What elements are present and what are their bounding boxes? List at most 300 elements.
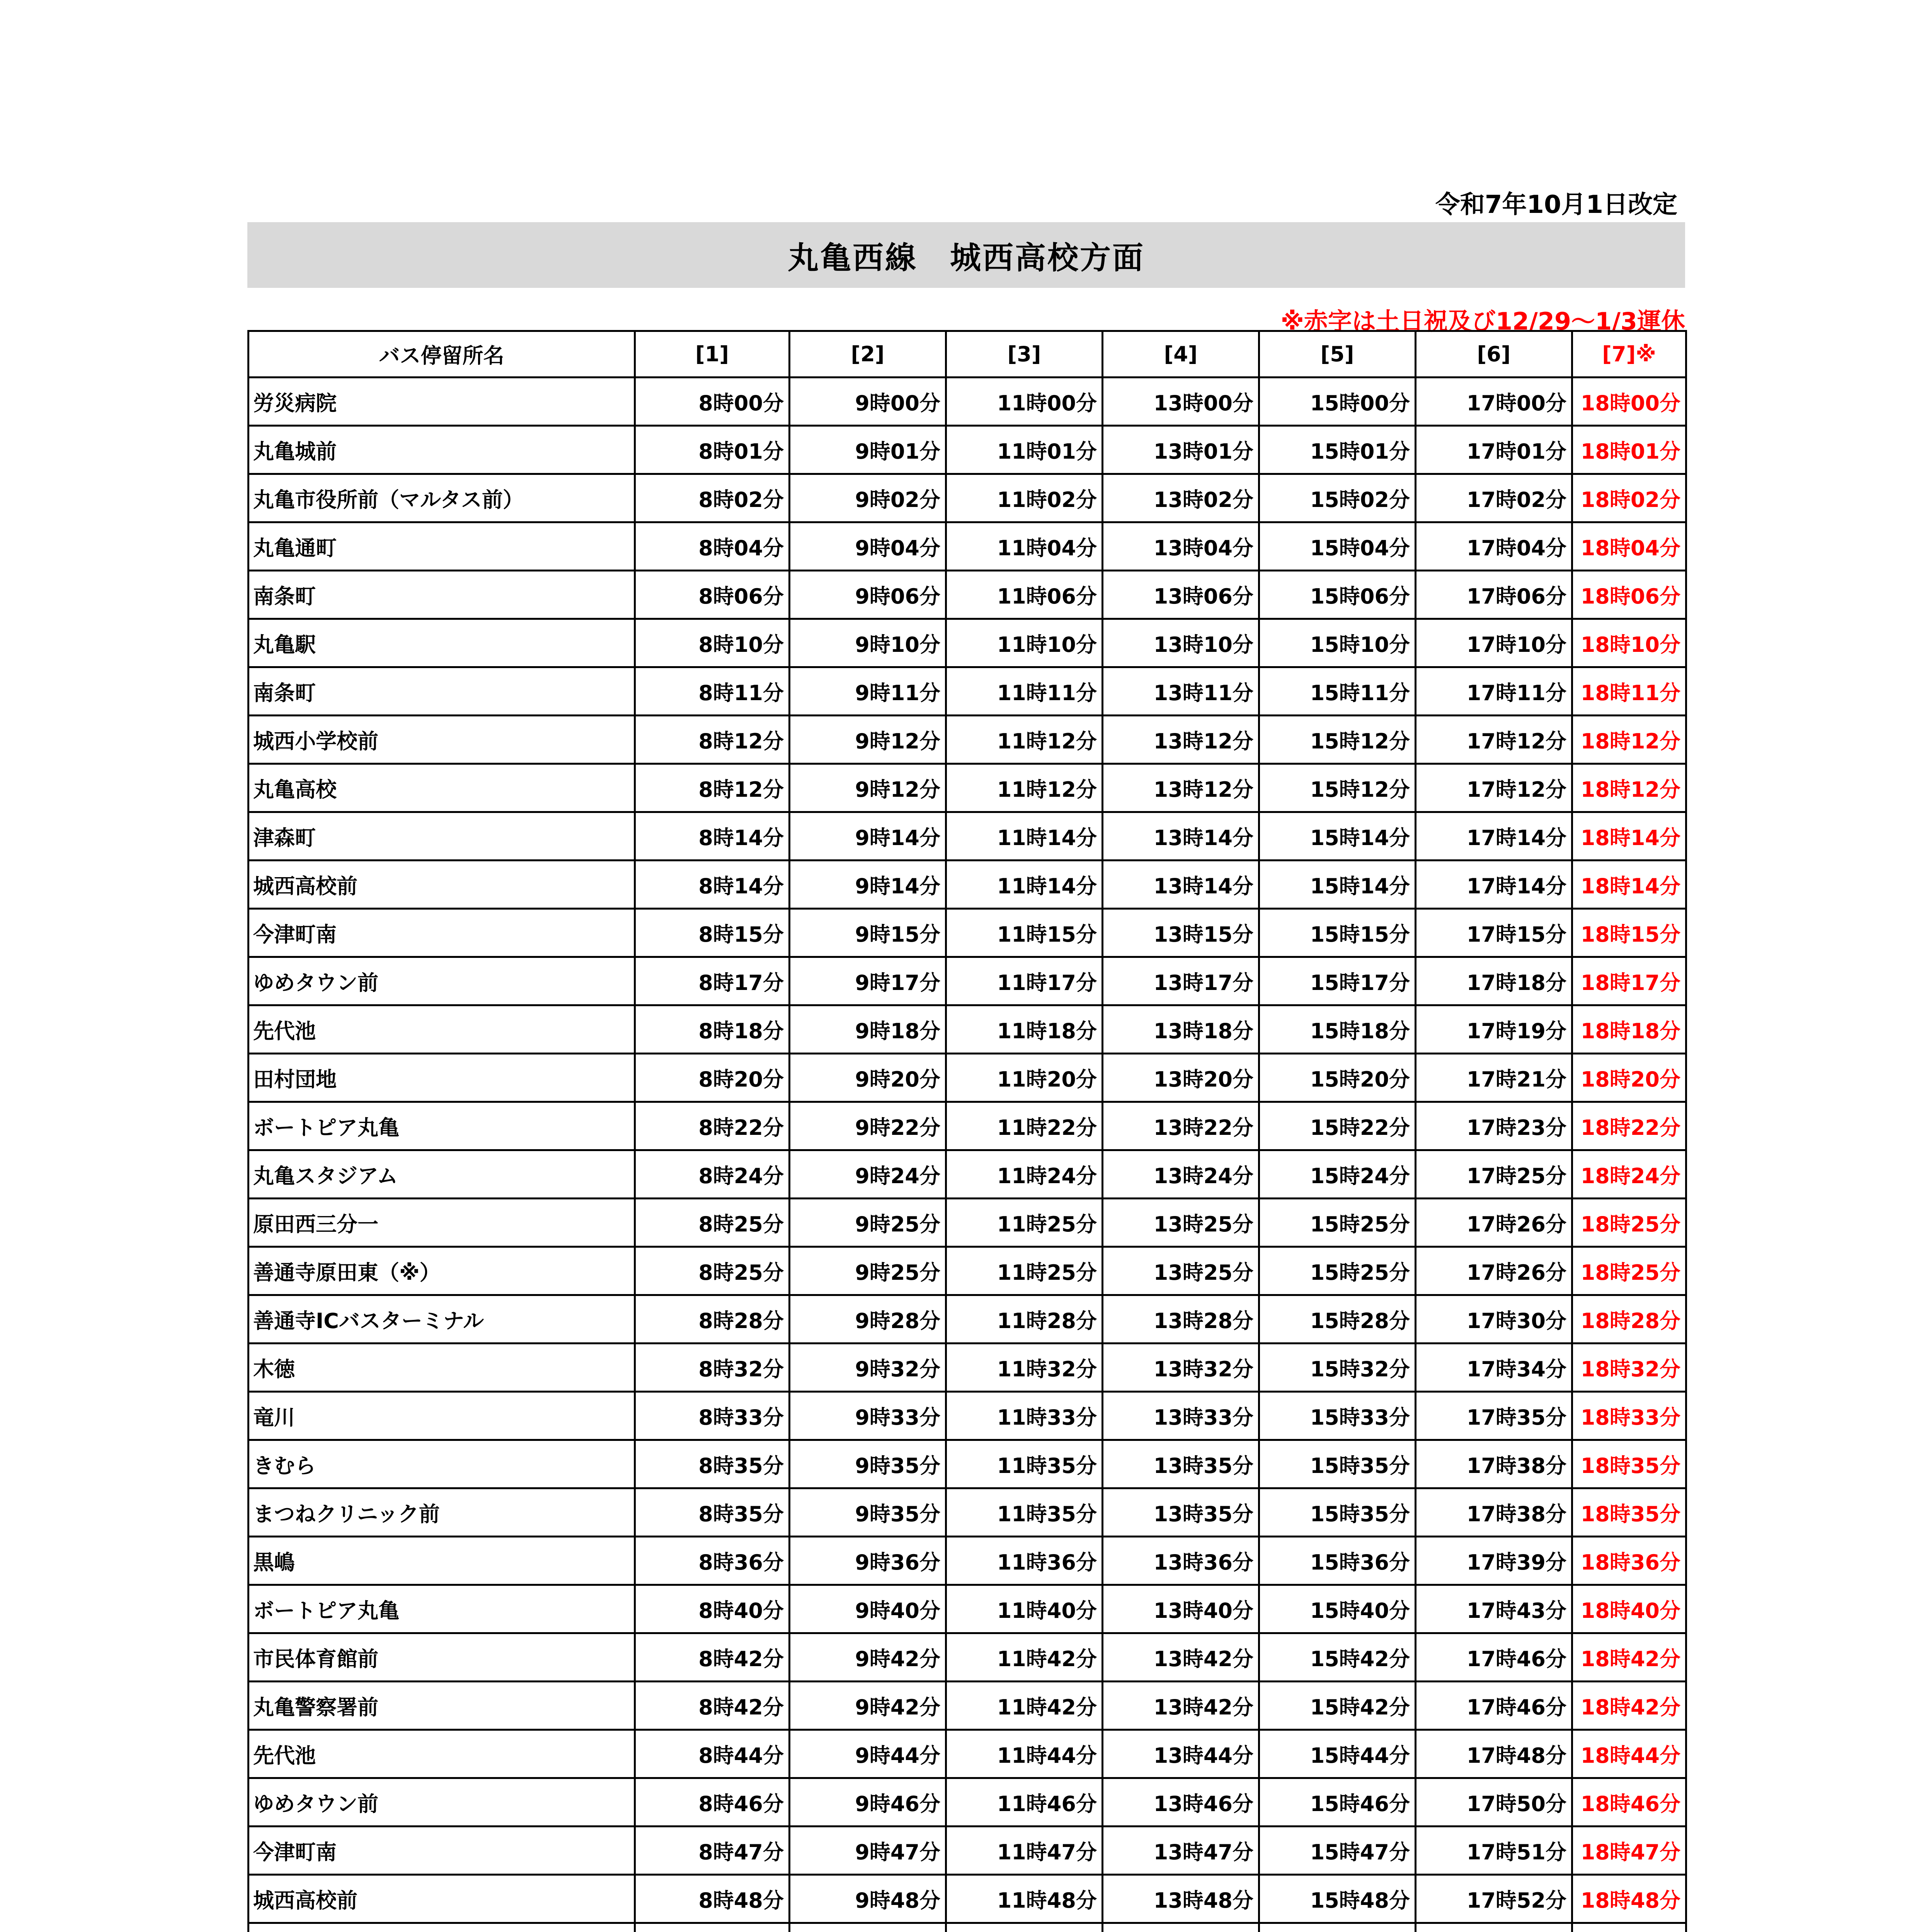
departure-time-cell: 9時25分 [790,1247,946,1295]
departure-time-cell: 11時14分 [946,861,1103,909]
departure-time-cell: 11時22分 [946,1102,1103,1150]
departure-time-cell: 18時00分 [1572,378,1686,426]
departure-time-cell: 11時35分 [946,1488,1103,1537]
departure-time-cell: 11時04分 [946,522,1103,571]
departure-time-cell: 15時44分 [1259,1730,1416,1778]
stop-name-cell: ゆめタウン前 [249,957,635,1005]
departure-time-cell: 9時33分 [790,1392,946,1440]
departure-time-cell: 13時36分 [1103,1537,1259,1585]
departure-time-cell: 9時11分 [790,667,946,716]
departure-time-cell: 9時25分 [790,1199,946,1247]
departure-time-cell: 17時19分 [1416,1005,1572,1054]
departure-time-cell: 9時14分 [790,812,946,861]
stop-name-cell: 善通寺原田東（※） [249,1247,635,1295]
table-row [249,1585,1686,1633]
stop-name-cell [249,1923,635,1932]
stop-name-cell: 市民体育館前 [249,1633,635,1682]
table-row [249,1827,1686,1875]
departure-time-cell: 15時42分 [1259,1682,1416,1730]
table-row [249,571,1686,619]
departure-time-cell: 15時14分 [1259,861,1416,909]
table-row [249,474,1686,522]
departure-time-cell: 17時39分 [1416,1537,1572,1585]
departure-time-cell: 11時12分 [946,764,1103,812]
departure-time-cell: 9時24分 [790,1150,946,1199]
departure-time-cell: 13時14分 [1103,861,1259,909]
stop-name-cell: 木徳 [249,1344,635,1392]
departure-time-cell: 15時25分 [1259,1199,1416,1247]
departure-time-cell: 17時38分 [1416,1488,1572,1537]
departure-time-cell: 11時20分 [946,1054,1103,1102]
table-row [249,1923,1686,1932]
departure-time-cell: 8時33分 [635,1392,790,1440]
stop-name-cell: ボートピア丸亀 [249,1585,635,1633]
departure-time-cell: 13時12分 [1103,764,1259,812]
departure-time-cell: 18時40分 [1572,1585,1686,1633]
departure-time-cell: 15時20分 [1259,1054,1416,1102]
page-title: 丸亀西線 城西高校方面 [247,222,1685,288]
departure-time-cell: 11時33分 [946,1392,1103,1440]
table-row [249,764,1686,812]
departure-time-cell: 18時44分 [1572,1730,1686,1778]
departure-time-cell: 13時04分 [1103,522,1259,571]
column-header-trip-1: [1] [635,331,790,378]
departure-time-cell: 18時32分 [1572,1344,1686,1392]
departure-time-cell: 17時15分 [1416,909,1572,957]
departure-time-cell: 13時28分 [1103,1295,1259,1344]
departure-time-cell: 15時12分 [1259,716,1416,764]
stop-name-cell: 善通寺ICバスターミナル [249,1295,635,1344]
departure-time-cell: 11時12分 [946,716,1103,764]
departure-time-cell: 17時26分 [1416,1199,1572,1247]
departure-time-cell: 9時46分 [790,1778,946,1827]
departure-time-cell: 9時17分 [790,957,946,1005]
table-row [249,1730,1686,1778]
departure-time-cell: 8時00分 [635,378,790,426]
departure-time-cell: 15時12分 [1259,764,1416,812]
departure-time-cell: 15時11分 [1259,667,1416,716]
departure-time-cell: 8時25分 [635,1247,790,1295]
departure-time-cell: 9時36分 [790,1537,946,1585]
departure-time-cell: 18時48分 [1572,1875,1686,1923]
departure-time-cell: 15時42分 [1259,1633,1416,1682]
departure-time-cell: 17時23分 [1416,1102,1572,1150]
departure-time-cell: 9時12分 [790,764,946,812]
departure-time-cell [790,1923,946,1932]
stop-name-cell: 丸亀城前 [249,426,635,474]
departure-time-cell: 11時48分 [946,1875,1103,1923]
departure-time-cell: 9時02分 [790,474,946,522]
stop-name-cell: 田村団地 [249,1054,635,1102]
departure-time-cell: 17時11分 [1416,667,1572,716]
table-row [249,1682,1686,1730]
departure-time-cell: 13時06分 [1103,571,1259,619]
departure-time-cell: 18時14分 [1572,861,1686,909]
departure-time-cell: 11時36分 [946,1537,1103,1585]
departure-time-cell: 9時06分 [790,571,946,619]
departure-time-cell: 15時25分 [1259,1247,1416,1295]
departure-time-cell: 13時35分 [1103,1440,1259,1488]
column-header-trip-2: [2] [790,331,946,378]
departure-time-cell: 9時18分 [790,1005,946,1054]
departure-time-cell: 17時52分 [1416,1875,1572,1923]
departure-time-cell: 17時14分 [1416,812,1572,861]
departure-time-cell: 17時51分 [1416,1827,1572,1875]
departure-time-cell: 8時01分 [635,426,790,474]
departure-time-cell: 18時36分 [1572,1537,1686,1585]
column-header-trip-6: [6] [1416,331,1572,378]
departure-time-cell: 8時11分 [635,667,790,716]
table-row [249,378,1686,426]
departure-time-cell: 9時01分 [790,426,946,474]
departure-time-cell: 18時20分 [1572,1054,1686,1102]
departure-time-cell: 8時15分 [635,909,790,957]
departure-time-cell: 13時12分 [1103,716,1259,764]
departure-time-cell: 13時47分 [1103,1827,1259,1875]
departure-time-cell: 9時14分 [790,861,946,909]
stop-name-cell: きむら [249,1440,635,1488]
departure-time-cell: 9時48分 [790,1875,946,1923]
departure-time-cell: 18時35分 [1572,1440,1686,1488]
departure-time-cell: 11時02分 [946,474,1103,522]
departure-time-cell: 8時10分 [635,619,790,667]
departure-time-cell: 15時10分 [1259,619,1416,667]
departure-time-cell: 18時25分 [1572,1199,1686,1247]
departure-time-cell: 17時25分 [1416,1150,1572,1199]
departure-time-cell [1416,1923,1572,1932]
departure-time-cell: 13時25分 [1103,1199,1259,1247]
stop-name-cell: 原田西三分一 [249,1199,635,1247]
departure-time-cell: 13時15分 [1103,909,1259,957]
table-row [249,619,1686,667]
departure-time-cell: 15時01分 [1259,426,1416,474]
departure-time-cell: 9時20分 [790,1054,946,1102]
departure-time-cell: 8時17分 [635,957,790,1005]
table-row [249,1054,1686,1102]
departure-time-cell: 8時12分 [635,764,790,812]
departure-time-cell: 15時22分 [1259,1102,1416,1150]
column-header-trip-3: [3] [946,331,1103,378]
departure-time-cell: 13時46分 [1103,1778,1259,1827]
departure-time-cell: 13時35分 [1103,1488,1259,1537]
departure-time-cell [946,1923,1103,1932]
departure-time-cell: 15時14分 [1259,812,1416,861]
departure-time-cell [1259,1923,1416,1932]
departure-time-cell: 8時44分 [635,1730,790,1778]
departure-time-cell: 8時42分 [635,1682,790,1730]
revision-date: 令和7年10月1日改定 [1435,190,1677,219]
departure-time-cell: 17時18分 [1416,957,1572,1005]
departure-time-cell: 18時25分 [1572,1247,1686,1295]
departure-time-cell: 17時02分 [1416,474,1572,522]
departure-time-cell: 17時06分 [1416,571,1572,619]
stop-name-cell: 南条町 [249,571,635,619]
departure-time-cell: 8時35分 [635,1488,790,1537]
departure-time-cell: 18時18分 [1572,1005,1686,1054]
departure-time-cell: 17時00分 [1416,378,1572,426]
departure-time-cell: 13時44分 [1103,1730,1259,1778]
departure-time-cell: 8時28分 [635,1295,790,1344]
departure-time-cell: 17時38分 [1416,1440,1572,1488]
stop-name-cell: 城西高校前 [249,861,635,909]
departure-time-cell: 17時26分 [1416,1247,1572,1295]
column-header-stop-name: バス停留所名 [249,331,635,378]
departure-time-cell: 17時12分 [1416,716,1572,764]
table-row [249,909,1686,957]
departure-time-cell: 9時12分 [790,716,946,764]
departure-time-cell: 8時04分 [635,522,790,571]
departure-time-cell: 9時40分 [790,1585,946,1633]
table-row [249,522,1686,571]
table-row [249,861,1686,909]
departure-time-cell: 17時30分 [1416,1295,1572,1344]
stop-name-cell: 労災病院 [249,378,635,426]
stop-name-cell: ゆめタウン前 [249,1778,635,1827]
departure-time-cell: 11時47分 [946,1827,1103,1875]
departure-time-cell: 18時01分 [1572,426,1686,474]
table-row [249,1440,1686,1488]
departure-time-cell: 8時32分 [635,1344,790,1392]
departure-time-cell: 9時10分 [790,619,946,667]
table-row [249,1344,1686,1392]
stop-name-cell: 城西小学校前 [249,716,635,764]
departure-time-cell: 11時44分 [946,1730,1103,1778]
stop-name-cell: 黒嶋 [249,1537,635,1585]
departure-time-cell: 15時46分 [1259,1778,1416,1827]
departure-time-cell: 13時18分 [1103,1005,1259,1054]
departure-time-cell: 15時15分 [1259,909,1416,957]
departure-time-cell: 9時35分 [790,1488,946,1537]
departure-time-cell: 18時14分 [1572,812,1686,861]
departure-time-cell: 15時00分 [1259,378,1416,426]
departure-time-cell: 8時46分 [635,1778,790,1827]
column-header-trip-7: [7]※ [1572,331,1686,378]
stop-name-cell: 丸亀警察署前 [249,1682,635,1730]
table-row [249,1778,1686,1827]
departure-time-cell: 18時02分 [1572,474,1686,522]
departure-time-cell: 11時25分 [946,1199,1103,1247]
departure-time-cell: 11時00分 [946,378,1103,426]
departure-time-cell: 8時36分 [635,1537,790,1585]
departure-time-cell: 9時47分 [790,1827,946,1875]
departure-time-cell: 9時42分 [790,1682,946,1730]
departure-time-cell: 15時33分 [1259,1392,1416,1440]
departure-time-cell: 11時15分 [946,909,1103,957]
stop-name-cell: 今津町南 [249,1827,635,1875]
departure-time-cell: 18時10分 [1572,619,1686,667]
table-row [249,1633,1686,1682]
departure-time-cell: 17時04分 [1416,522,1572,571]
departure-time-cell: 8時20分 [635,1054,790,1102]
stop-name-cell: 先代池 [249,1005,635,1054]
table-row [249,716,1686,764]
departure-time-cell: 9時28分 [790,1295,946,1344]
departure-time-cell: 15時35分 [1259,1440,1416,1488]
departure-time-cell: 17時12分 [1416,764,1572,812]
departure-time-cell: 11時40分 [946,1585,1103,1633]
departure-time-cell: 11時17分 [946,957,1103,1005]
stop-name-cell: 丸亀市役所前（マルタス前） [249,474,635,522]
table-row [249,1005,1686,1054]
departure-time-cell: 8時18分 [635,1005,790,1054]
column-header-trip-5: [5] [1259,331,1416,378]
departure-time-cell: 8時35分 [635,1440,790,1488]
departure-time-cell: 8時22分 [635,1102,790,1150]
departure-time-cell: 9時15分 [790,909,946,957]
stop-name-cell: 丸亀通町 [249,522,635,571]
departure-time-cell: 13時10分 [1103,619,1259,667]
departure-time-cell: 11時35分 [946,1440,1103,1488]
stop-name-cell: 津森町 [249,812,635,861]
departure-time-cell: 9時04分 [790,522,946,571]
departure-time-cell: 13時48分 [1103,1875,1259,1923]
departure-time-cell: 8時48分 [635,1875,790,1923]
departure-time-cell: 11時46分 [946,1778,1103,1827]
departure-time-cell: 18時12分 [1572,764,1686,812]
departure-time-cell: 11時10分 [946,619,1103,667]
stop-name-cell: まつねクリニック前 [249,1488,635,1537]
departure-time-cell: 13時17分 [1103,957,1259,1005]
table-row [249,1488,1686,1537]
departure-time-cell: 9時44分 [790,1730,946,1778]
timetable [247,330,1687,1932]
departure-time-cell: 17時46分 [1416,1633,1572,1682]
departure-time-cell: 17時50分 [1416,1778,1572,1827]
departure-time-cell: 13時11分 [1103,667,1259,716]
departure-time-cell: 13時32分 [1103,1344,1259,1392]
departure-time-cell: 15時28分 [1259,1295,1416,1344]
departure-time-cell: 18時17分 [1572,957,1686,1005]
table-row [249,812,1686,861]
departure-time-cell: 18時11分 [1572,667,1686,716]
departure-time-cell: 15時17分 [1259,957,1416,1005]
departure-time-cell: 17時34分 [1416,1344,1572,1392]
column-header-trip-4: [4] [1103,331,1259,378]
table-row [249,1875,1686,1923]
departure-time-cell: 15時24分 [1259,1150,1416,1199]
departure-time-cell: 11時42分 [946,1633,1103,1682]
departure-time-cell: 11時01分 [946,426,1103,474]
departure-time-cell: 18時42分 [1572,1633,1686,1682]
table-row [249,1295,1686,1344]
departure-time-cell: 17時10分 [1416,619,1572,667]
departure-time-cell: 11時06分 [946,571,1103,619]
timetable-header-row [249,331,1686,378]
departure-time-cell: 18時46分 [1572,1778,1686,1827]
departure-time-cell: 13時33分 [1103,1392,1259,1440]
departure-time-cell: 18時06分 [1572,571,1686,619]
departure-time-cell: 17時48分 [1416,1730,1572,1778]
departure-time-cell: 15時35分 [1259,1488,1416,1537]
departure-time-cell: 18時24分 [1572,1150,1686,1199]
departure-time-cell: 13時01分 [1103,426,1259,474]
departure-time-cell: 8時25分 [635,1199,790,1247]
table-row [249,1102,1686,1150]
departure-time-cell: 17時21分 [1416,1054,1572,1102]
departure-time-cell: 11時14分 [946,812,1103,861]
departure-time-cell: 17時46分 [1416,1682,1572,1730]
stop-name-cell: ボートピア丸亀 [249,1102,635,1150]
departure-time-cell: 9時42分 [790,1633,946,1682]
departure-time-cell: 18時15分 [1572,909,1686,957]
departure-time-cell: 17時01分 [1416,426,1572,474]
table-row [249,1199,1686,1247]
departure-time-cell: 13時25分 [1103,1247,1259,1295]
table-row [249,1537,1686,1585]
departure-time-cell: 15時36分 [1259,1537,1416,1585]
departure-time-cell [1572,1923,1686,1932]
stop-name-cell: 竜川 [249,1392,635,1440]
departure-time-cell: 8時12分 [635,716,790,764]
departure-time-cell: 13時14分 [1103,812,1259,861]
departure-time-cell: 18時04分 [1572,522,1686,571]
stop-name-cell: 丸亀スタジアム [249,1150,635,1199]
departure-time-cell: 11時42分 [946,1682,1103,1730]
departure-time-cell: 11時28分 [946,1295,1103,1344]
departure-time-cell: 15時48分 [1259,1875,1416,1923]
departure-time-cell: 18時33分 [1572,1392,1686,1440]
table-row [249,1150,1686,1199]
departure-time-cell: 11時11分 [946,667,1103,716]
departure-time-cell: 13時42分 [1103,1633,1259,1682]
departure-time-cell: 11時32分 [946,1344,1103,1392]
departure-time-cell: 13時24分 [1103,1150,1259,1199]
departure-time-cell [1103,1923,1259,1932]
departure-time-cell: 13時22分 [1103,1102,1259,1150]
departure-time-cell: 8時14分 [635,861,790,909]
departure-time-cell: 11時25分 [946,1247,1103,1295]
stop-name-cell: 丸亀高校 [249,764,635,812]
departure-time-cell: 8時40分 [635,1585,790,1633]
departure-time-cell: 9時35分 [790,1440,946,1488]
departure-time-cell: 9時22分 [790,1102,946,1150]
departure-time-cell: 8時47分 [635,1827,790,1875]
departure-time-cell: 8時24分 [635,1150,790,1199]
departure-time-cell: 15時18分 [1259,1005,1416,1054]
departure-time-cell: 15時40分 [1259,1585,1416,1633]
departure-time-cell: 18時28分 [1572,1295,1686,1344]
departure-time-cell [635,1923,790,1932]
departure-time-cell: 15時47分 [1259,1827,1416,1875]
table-row [249,1247,1686,1295]
holiday-suspension-note: ※赤字は土日祝及び12/29～1/3運休 [1280,307,1685,335]
departure-time-cell: 13時42分 [1103,1682,1259,1730]
departure-time-cell: 13時20分 [1103,1054,1259,1102]
departure-time-cell: 13時00分 [1103,378,1259,426]
departure-time-cell: 13時02分 [1103,474,1259,522]
table-row [249,426,1686,474]
stop-name-cell: 南条町 [249,667,635,716]
stop-name-cell: 今津町南 [249,909,635,957]
stop-name-cell: 城西高校前 [249,1875,635,1923]
departure-time-cell: 17時14分 [1416,861,1572,909]
departure-time-cell: 15時04分 [1259,522,1416,571]
table-row [249,957,1686,1005]
departure-time-cell: 11時24分 [946,1150,1103,1199]
departure-time-cell: 8時02分 [635,474,790,522]
table-row [249,667,1686,716]
departure-time-cell: 17時43分 [1416,1585,1572,1633]
departure-time-cell: 15時02分 [1259,474,1416,522]
departure-time-cell: 13時40分 [1103,1585,1259,1633]
departure-time-cell: 15時06分 [1259,571,1416,619]
departure-time-cell: 9時00分 [790,378,946,426]
departure-time-cell: 18時35分 [1572,1488,1686,1537]
stop-name-cell: 丸亀駅 [249,619,635,667]
stop-name-cell: 先代池 [249,1730,635,1778]
departure-time-cell: 17時35分 [1416,1392,1572,1440]
departure-time-cell: 11時18分 [946,1005,1103,1054]
